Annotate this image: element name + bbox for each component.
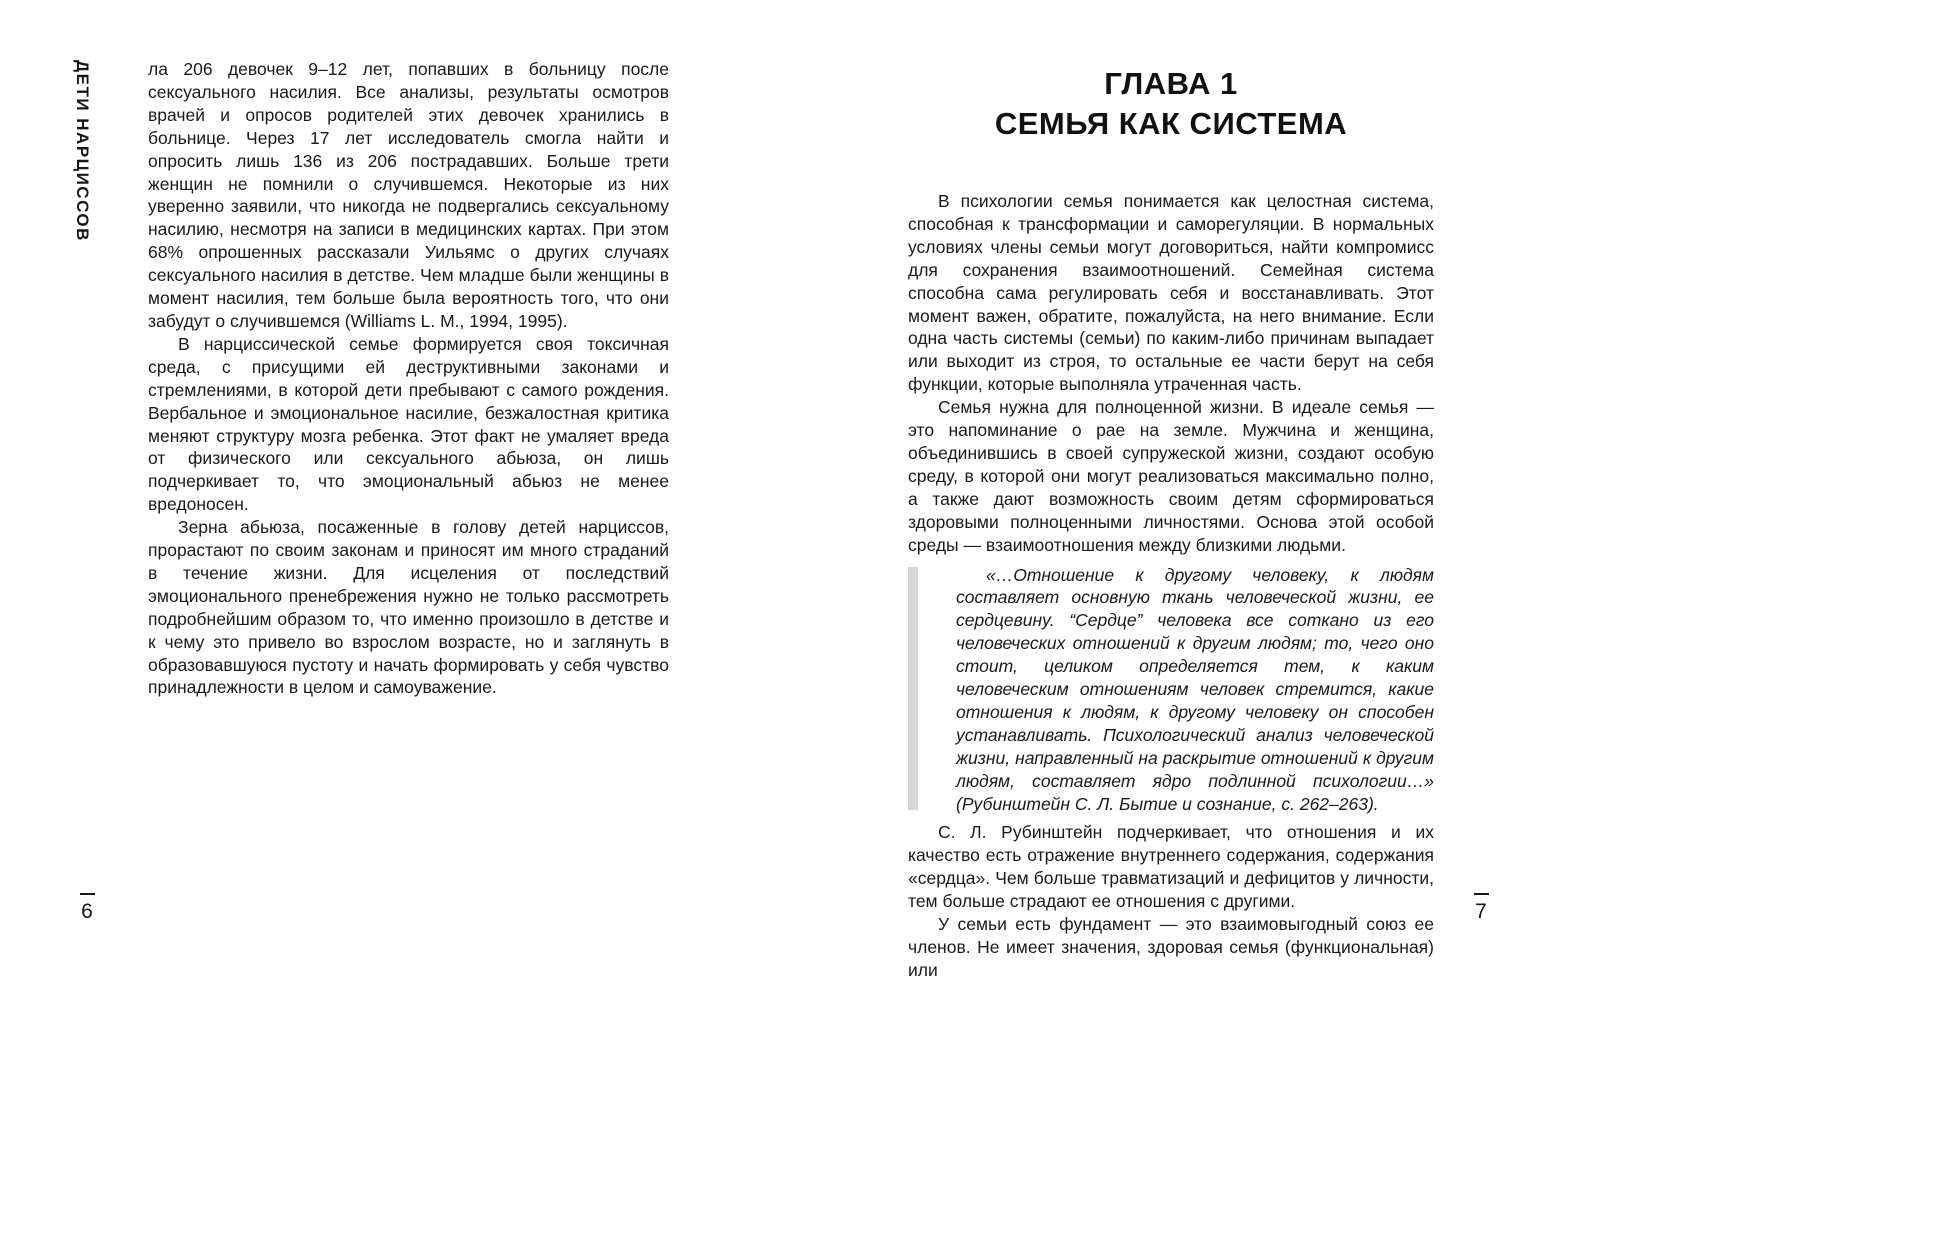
folio-rule: [1474, 893, 1489, 895]
paragraph: В нарциссической семье формируется своя токсичная среда, с присущими ей деструктивными законами и стремлениями, в которой дети пребывают с самого рождения. Вербальное и эмоциональное насилие, безжалостная критика меняют структуру мозга ребенка. Этот факт не умаляет вреда от физического или сексуального абьюза, он лишь подчеркивает то, что эмоциональный абьюз не менее вредоносен.: [148, 333, 669, 515]
chapter-title: [908, 64, 1434, 144]
paragraph: ла 206 девочек 9–12 лет, попавших в больницу после сексуального насилия. Все анализы, результаты осмотров врачей и опросов родителей этих девочек хранились в больнице. Через 17 лет исследователь смогла найти и опросить лишь 136 из 206 пострадавших. Больше трети женщин не помнили о случившемся. Некоторые из них уверенно заявили, что никогда не подвергались сексуальному насилию, несмотря на записи в медицинских картах. При этом 68% опрошенных рассказали Уильямс о других случаях сексуального насилия в детстве. Чем младше были женщины в момент насилия, тем больше была вероятность того, что они забудут о случившемся (Williams L. M., 1994, 1995).: [148, 59, 669, 331]
block-quote: [908, 564, 1434, 816]
page-number: 6: [81, 900, 93, 923]
page-number-left: [72, 893, 102, 924]
quote-accent-bar: [908, 567, 918, 811]
paragraph: С. Л. Рубинштейн подчеркивает, что отношения и их качество есть отражение внутреннего содержания, содержания «сердца». Чем больше травматизаций и дефицитов у личности, тем больше страдают ее отношения с другими.: [908, 822, 1434, 912]
quote-text: «…Отношение к другому человеку, к людям составляет основную ткань человеческой жизни, ее сердцевину. “Сердце” человека все соткано из его человеческих отношений к другим людям; то, чего оно стоит, целиком определяется тем, к каким человеческим отношениям человек стремится, какие отношения к людям, к другому человеку он способен устанавливать. Психологический анализ человеческой жизни, направленный на раскрытие отношений к другим людям, составляет ядро подлинной психологии…» (Рубинштейн С. Л. Бытие и сознание, с. 262–263).: [956, 564, 1434, 814]
paragraph: У семьи есть фундамент — это взаимовыгодный союз ее членов. Не имеет значения, здоровая семья (функциональная) или: [908, 914, 1434, 980]
paragraph: Семья нужна для полноценной жизни. В идеале семья — это напоминание о рае на земле. Мужчина и женщина, объединившись в своей супружеской жизни, создают особую среду, в которой они могут реализоваться максимально полно, а также дают возможность своим детям сформироваться здоровыми полноценными личностями. Основа этой особой среды — взаимоотношения между близкими людьми.: [908, 397, 1434, 555]
running-head: ДЕТИ НАРЦИССОВ: [73, 60, 92, 242]
paragraph: Зерна абьюза, посаженные в голову детей нарциссов, прорастают по своим законам и приносят им много страданий в течение жизни. Для исцеления от последствий эмоционального пренебрежения нужно не только рассмотреть подробнейшим образом то, что именно произошло в детстве и к чему это привело во взрослом возрасте, но и заглянуть в образовавшуюся пустоту и начать формировать у себя чувство принадлежности в целом и самоуважение.: [148, 517, 669, 698]
page-number-right: [1466, 893, 1496, 924]
chapter-title-line2: СЕМЬЯ КАК СИСТЕМА: [994, 106, 1348, 141]
folio-rule: [80, 893, 95, 895]
left-page-text-column: [148, 58, 669, 699]
page-number: 7: [1475, 900, 1487, 923]
right-page-text-column: [908, 58, 1434, 982]
paragraph: В психологии семья понимается как целостная система, способная к трансформации и саморегуляции. В нормальных условиях члены семьи могут договориться, найти компромисс для сохранения взаимоотношений. Семейная система способна сама регулировать себя и восстанавливать. Этот момент важен, обратите, пожалуйста, на него внимание. Если одна часть системы (семьи) по каким-либо причинам выпадает или выходит из строя, то остальные ее части берут на себя функции, которые выполняла утраченная часть.: [908, 191, 1434, 395]
chapter-title-line1: ГЛАВА 1: [1104, 66, 1238, 101]
